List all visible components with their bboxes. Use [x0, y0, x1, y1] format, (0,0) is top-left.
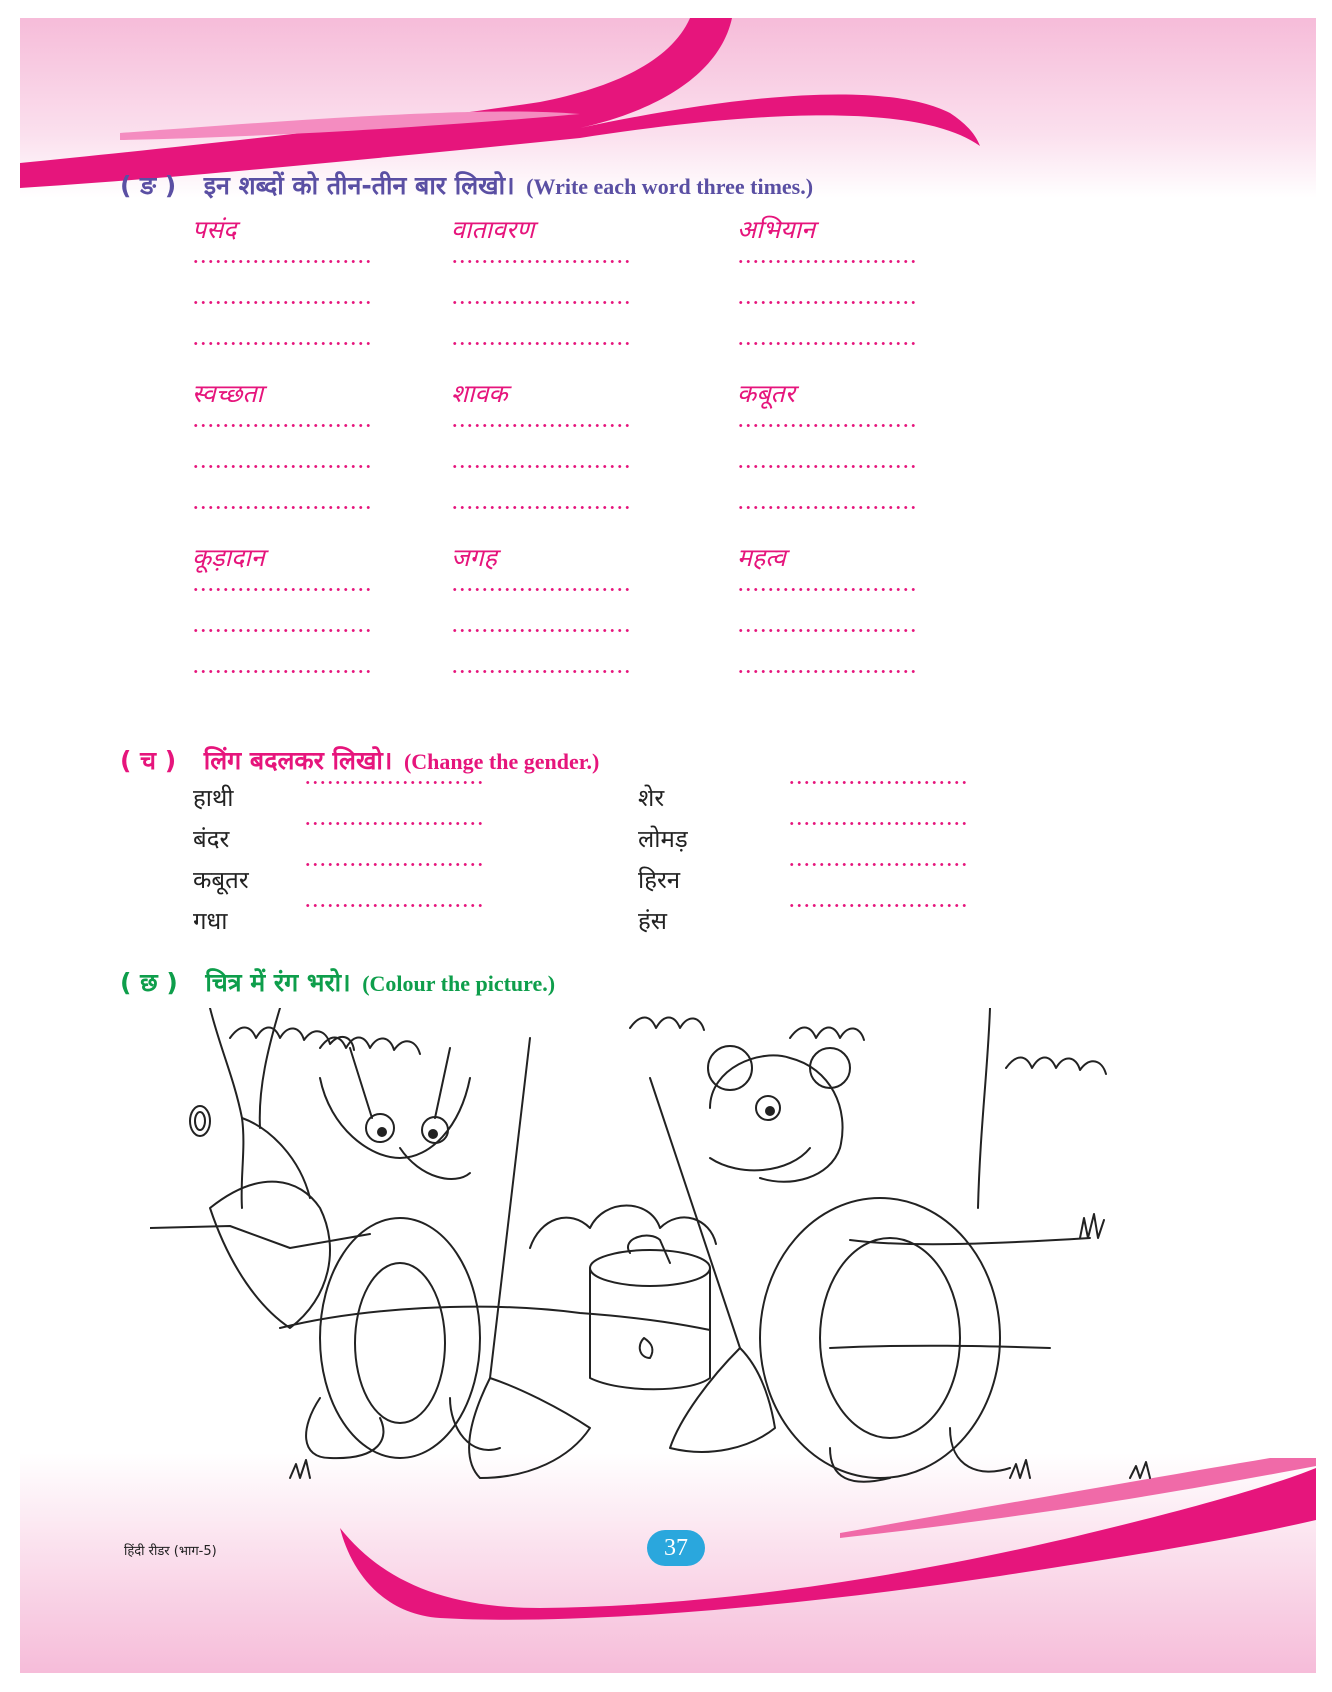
practice-word: वातावरण — [451, 215, 535, 244]
writing-line[interactable] — [451, 588, 631, 591]
practice-word: स्वच्छता — [192, 379, 264, 408]
writing-line[interactable] — [451, 506, 631, 509]
writing-line[interactable] — [192, 465, 372, 468]
gender-word-left: बंदर — [193, 825, 230, 853]
gender-word-right: लोमड़ — [638, 825, 688, 853]
colouring-picture — [150, 1008, 1210, 1508]
answer-line-left[interactable] — [304, 863, 484, 866]
ground-line — [150, 1226, 1090, 1348]
writing-line[interactable] — [451, 629, 631, 632]
practice-word: जगह — [451, 543, 497, 572]
practice-word: महत्व — [737, 543, 786, 572]
gender-word-right: हंस — [638, 907, 667, 935]
writing-line[interactable] — [192, 588, 372, 591]
writing-line[interactable] — [737, 424, 917, 427]
section-ch-heading — [120, 743, 599, 777]
gender-word-left: गधा — [193, 907, 228, 935]
writing-line[interactable] — [737, 465, 917, 468]
dustbin — [590, 1236, 710, 1390]
section-chh-marker: ( छ ) — [120, 968, 178, 997]
gender-word-left: कबूतर — [193, 866, 249, 894]
practice-word: कूड़ादान — [192, 543, 265, 572]
practice-word: पसंद — [192, 215, 237, 244]
writing-line[interactable] — [451, 301, 631, 304]
gender-word-right: हिरन — [638, 866, 681, 894]
answer-line-left[interactable] — [304, 781, 484, 784]
writing-line[interactable] — [192, 424, 372, 427]
writing-line[interactable] — [451, 465, 631, 468]
tree-left — [190, 1008, 420, 1208]
section-chh-heading — [120, 965, 555, 999]
practice-word: शावक — [451, 379, 508, 408]
writing-line[interactable] — [737, 670, 917, 673]
writing-line[interactable] — [192, 670, 372, 673]
bear-figure — [708, 1046, 1010, 1482]
answer-line-left[interactable] — [304, 822, 484, 825]
bush — [530, 1206, 716, 1249]
writing-line[interactable] — [192, 629, 372, 632]
section-chh-title-hi: चित्र में रंग भरो। — [205, 968, 351, 997]
writing-line[interactable] — [451, 424, 631, 427]
writing-line[interactable] — [737, 260, 917, 263]
writing-line[interactable] — [192, 506, 372, 509]
answer-line-right[interactable] — [788, 863, 968, 866]
broom-left — [469, 1038, 590, 1478]
section-ch-title-en: (Change the gender.) — [403, 749, 600, 774]
practice-word: कबूतर — [737, 379, 795, 408]
workbook-page — [20, 18, 1316, 1673]
writing-line[interactable] — [451, 342, 631, 345]
tree-right — [630, 1008, 1106, 1208]
writing-line[interactable] — [737, 588, 917, 591]
answer-line-right[interactable] — [788, 822, 968, 825]
writing-line[interactable] — [737, 629, 917, 632]
writing-line[interactable] — [192, 301, 372, 304]
page-number-badge: 37 — [647, 1530, 705, 1566]
fox-figure — [210, 1048, 500, 1458]
section-e-title-hi: इन शब्दों को तीन-तीन बार लिखो। — [203, 171, 515, 200]
gender-word-right: शेर — [638, 784, 665, 812]
answer-line-left[interactable] — [304, 904, 484, 907]
section-e-marker: ( ङ ) — [120, 171, 177, 200]
grass-tufts — [290, 1214, 1150, 1478]
section-e-heading — [120, 168, 813, 202]
answer-line-right[interactable] — [788, 904, 968, 907]
broom-right — [650, 1078, 775, 1452]
writing-line[interactable] — [737, 342, 917, 345]
writing-line[interactable] — [192, 260, 372, 263]
practice-word: अभियान — [737, 215, 816, 244]
section-ch-title-hi: लिंग बदलकर लिखो। — [203, 746, 393, 775]
writing-line[interactable] — [737, 301, 917, 304]
answer-line-right[interactable] — [788, 781, 968, 784]
section-e-title-en: (Write each word three times.) — [526, 174, 814, 199]
gender-word-left: हाथी — [193, 784, 234, 812]
writing-line[interactable] — [451, 670, 631, 673]
section-ch-marker: ( च ) — [120, 746, 177, 775]
book-title: हिंदी रीडर (भाग-5) — [124, 1544, 217, 1559]
section-chh-title-en: (Colour the picture.) — [362, 971, 556, 996]
writing-line[interactable] — [737, 506, 917, 509]
writing-line[interactable] — [192, 342, 372, 345]
writing-line[interactable] — [451, 260, 631, 263]
